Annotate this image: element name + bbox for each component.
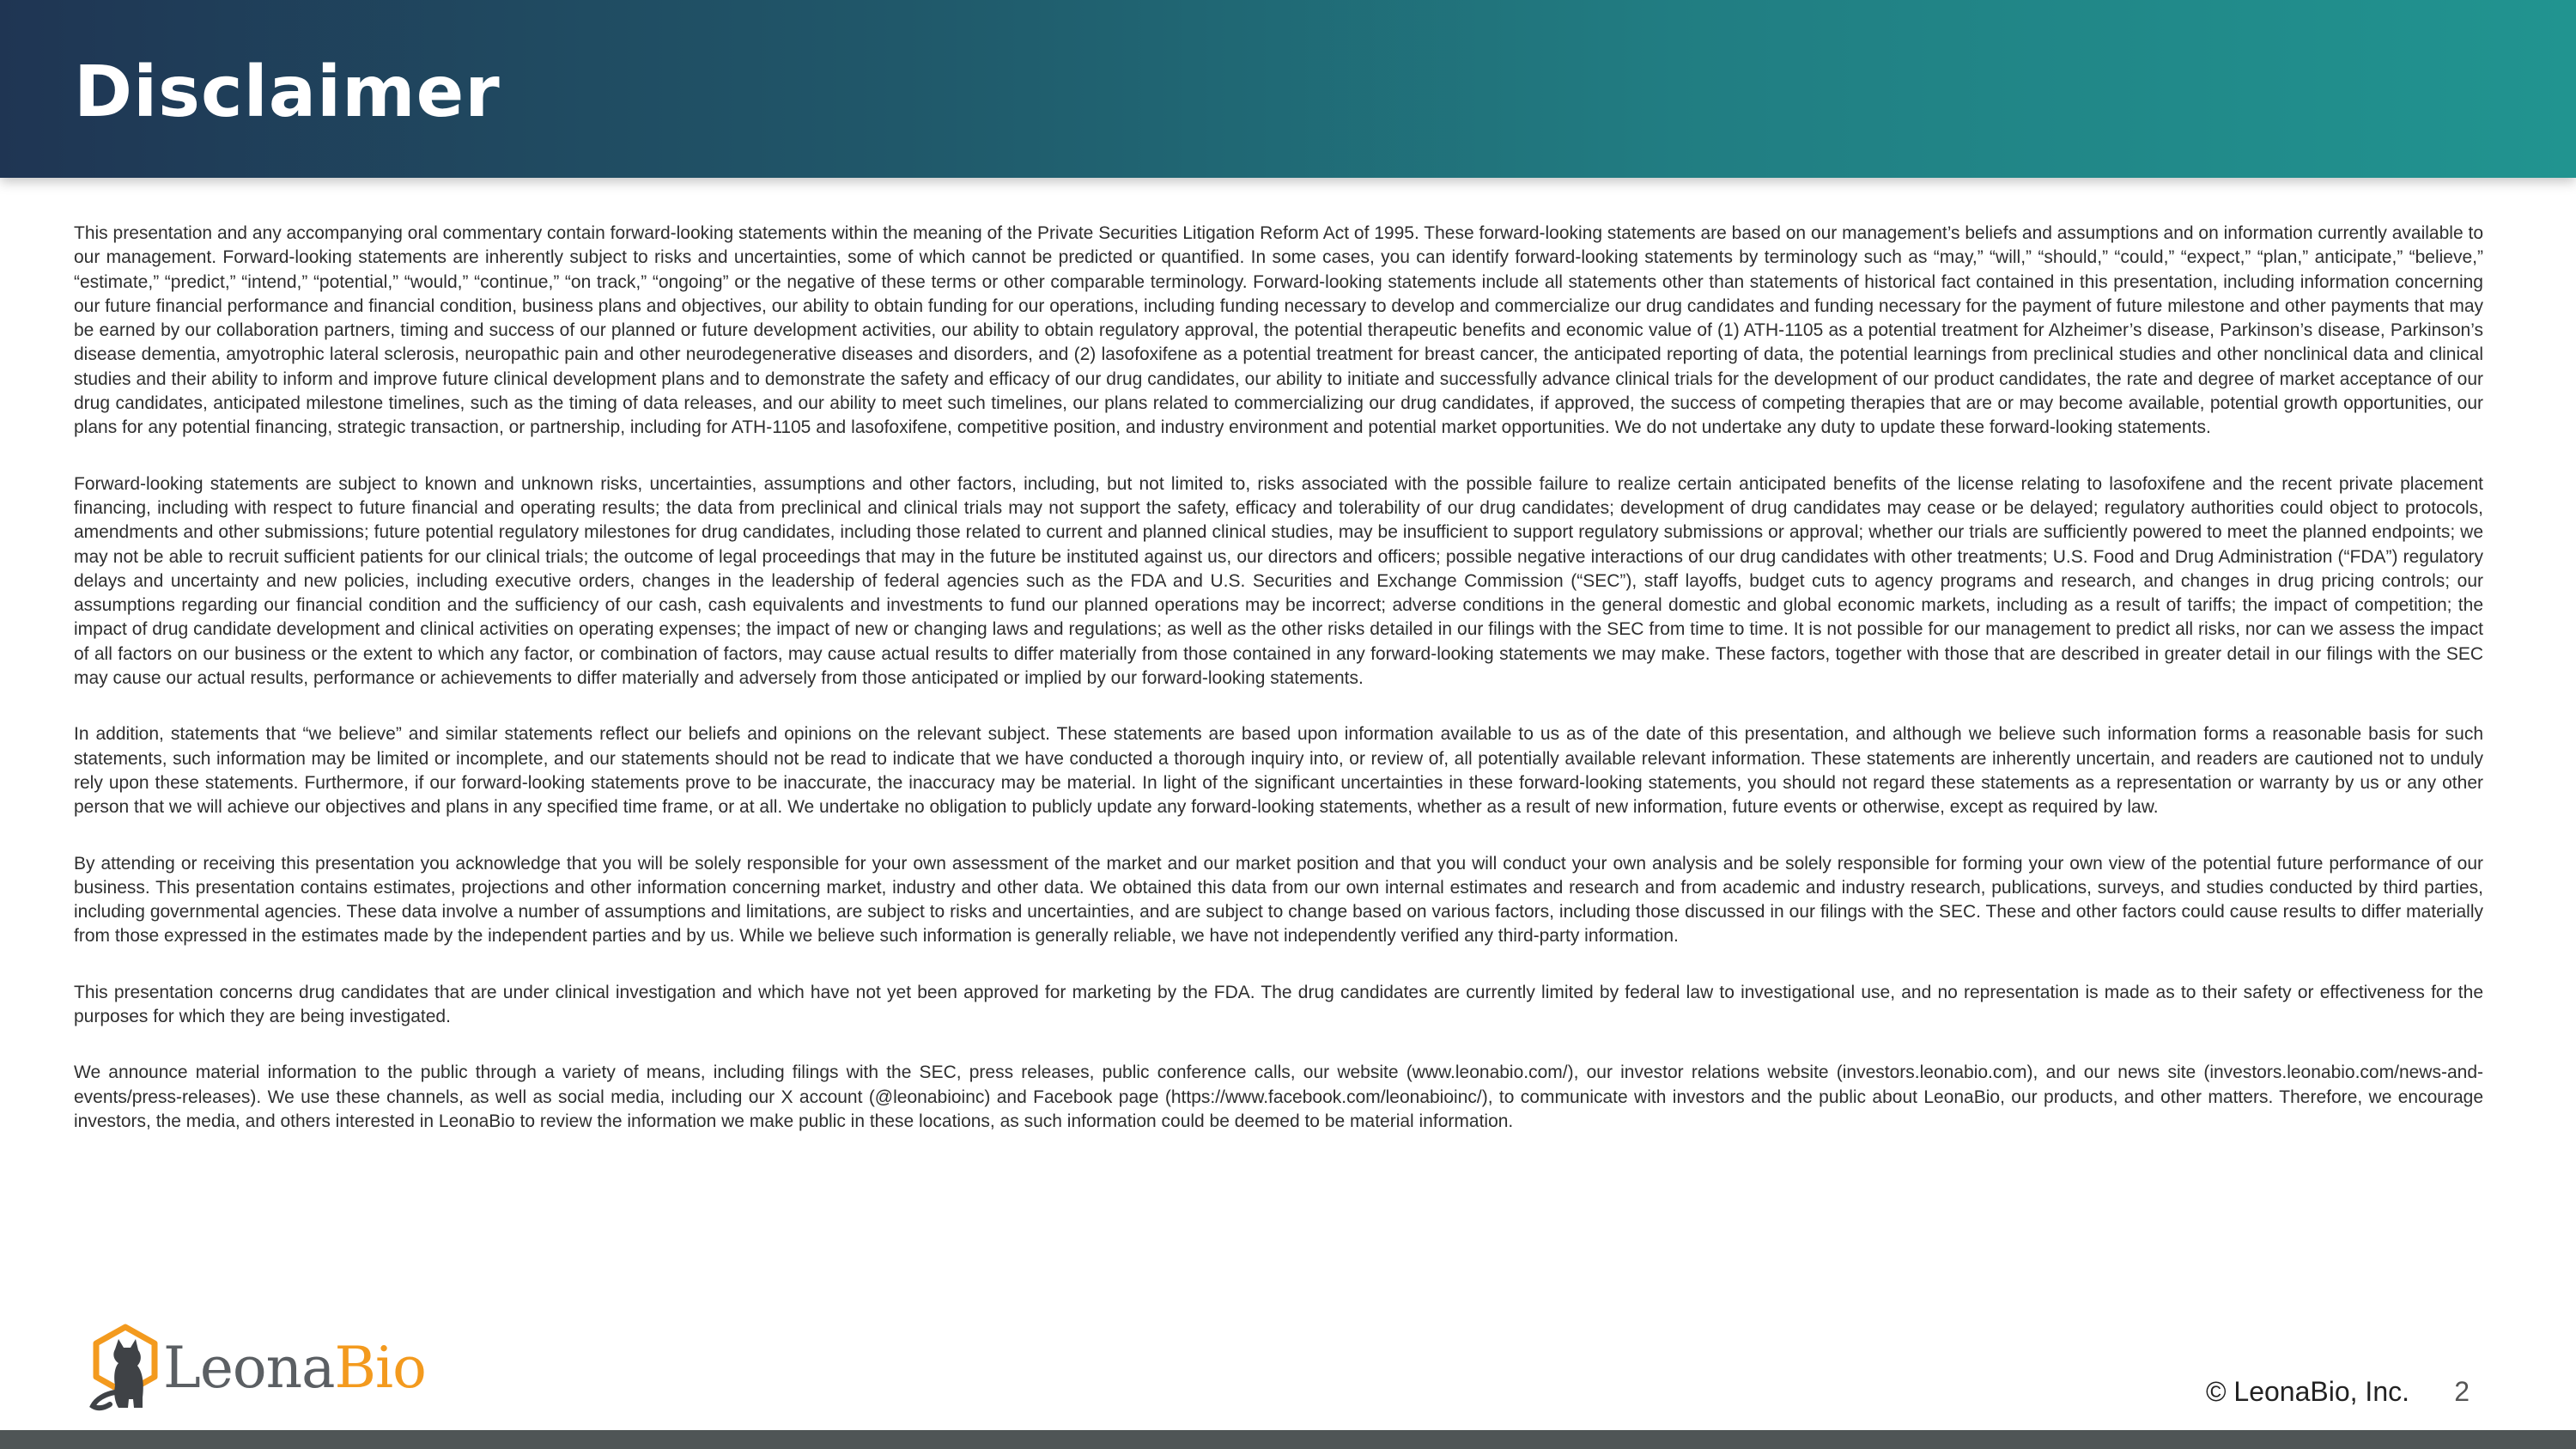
paragraph-forward-looking-statements: This presentation and any accompanying oral commentary contain forward-looking statements within the meaning of the Private Securities Litigation Reform Act of 1995. These forward-looking statements are based on our management’s beliefs and assumptions and on information currently available to our management. Forward-looking statements are inherently subject to risks and uncertainties, some of which cannot be predicted or quantified. In some cases, you can identify forward-looking statements by terminology such as “may,” “will,” “should,” “could,” “expect,” “plan,” anticipate,” “believe,” “estimate,” “predict,” “intend,” “potential,” “would,” “continue,” “on track,” “ongoing” or the negative of these terms or other comparable terminology. Forward-looking statements include all statements other than statements of historical fact contained in this presentation, including information concerning our future financial performance and financial condition, business plans and objectives, our ability to obtain funding for our operations, including funding necessary to develop and commercialize our drug candidates and funding necessary for the payment of future milestone and other payments that may be earned by our collaboration partners, timing and success of our planned or future development activities, our ability to obtain regulatory approval, the potential therapeutic benefits and economic value of (1) ATH-1105 as a potential treatment for Alzheimer’s disease, Parkinson’s disease, Parkinson’s disease dementia, amyotrophic lateral sclerosis, neuropathic pain and other neurodegenerative diseases and disorders, and (2) lasofoxifene as a potential treatment for breast cancer, the anticipated reporting of data, the potential learnings from preclinical studies and other nonclinical data and clinical studies and their ability to inform and improve future clinical development plans and to demonstrate the safety and efficacy of our drug candidates, our ability to initiate and successfully advance clinical trials for the development of our product candidates, the rate and degree of market acceptance of our drug candidates, anticipated milestone timelines, such as the timing of data releases, and our ability to meet such timelines, our plans related to commercializing our drug candidates, if approved, the success of competing therapies that are or may become available, potential growth opportunities, our plans for any potential financing, strategic transaction, or partnership, including for ATH-1105 and lasofoxifene, competitive position, and industry environment and potential market opportunities. We do not undertake any duty to update these forward-looking statements.	[74, 223, 2483, 438]
paragraph-investigational-use: This presentation concerns drug candidates that are under clinical investigation and which have not yet been approved for marketing by the FDA. The drug candidates are currently limited by federal law to investigational use, and no representation is made as to their safety or effectiveness for the purposes for which they are being investigated.	[74, 982, 2483, 1027]
disclaimer-body	[74, 222, 2483, 1166]
paragraph-market-data: By attending or receiving this presentation you acknowledge that you will be solely responsible for your own assessment of the market and our market position and that you will conduct your own analysis and be solely responsible for forming your own view of the potential future performance of our business. This presentation contains estimates, projections and other information concerning market, industry and other data. We obtained this data from our own internal estimates and research and from academic and industry research, publications, surveys, and studies conducted by third parties, including governmental agencies. These data involve a number of assumptions and limitations, are subject to risks and uncertainties, and are subject to change based on various factors, including those discussed in our filings with the SEC. These and other factors could cause results to differ materially from those expressed in the estimates made by the independent parties and by us. While we believe such information is generally reliable, we have not independently verified any third-party information.	[74, 853, 2483, 947]
cat-in-hexagon-logo-icon	[81, 1324, 158, 1413]
logo-text-bio: Bio	[334, 1335, 426, 1401]
logo-text-leona: Leona	[163, 1335, 335, 1401]
paragraph-risk-factors: Forward-looking statements are subject to known and unknown risks, uncertainties, assumptions and other factors, including, but not limited to, risks associated with the possible failure to realize certain anticipated benefits of the license relating to lasofoxifene and the recent private placement financing, including with respect to future financial and operating results; the data from preclinical and clinical trials may not support the safety, efficacy and tolerability of our drug candidates; development of drug candidates may cease or be delayed; regulatory authorities could object to protocols, amendments and other submissions; future potential regulatory milestones for drug candidates, including those related to current and planned clinical studies, may be insufficient to support regulatory submissions or approval; whether our trials are sufficiently powered to meet the planned endpoints; we may not be able to recruit sufficient patients for our clinical trials; the outcome of legal proceedings that may in the future be instituted against us, our directors and officers; possible negative interactions of our drug candidates with other treatments; U.S. Food and Drug Administration (“FDA”) regulatory delays and uncertainty and new policies, including executive orders, changes in the leadership of federal agencies such as the FDA and U.S. Securities and Exchange Commission (“SEC”), staff layoffs, budget cuts to agency programs and research, and changes in drug pricing controls; our assumptions regarding our financial condition and the sufficiency of our cash, cash equivalents and investments to fund our planned operations may be incorrect; adverse conditions in the general domestic and global economic markets, including as a result of tariffs; the impact of competition; the impact of drug candidate development and clinical activities on operating expenses; the impact of new or changing laws and regulations; as well as the other risks detailed in our filings with the SEC from time to time. It is not possible for our management to predict all risks, nor can we assess the impact of all factors on our business or the extent to which any factor, or combination of factors, may cause actual results to differ materially from those contained in any forward-looking statements we may make. These factors, together with those that are described in greater detail in our filings with the SEC may cause our actual results, performance or achievements to differ materially and adversely from those anticipated or implied by our forward-looking statements.	[74, 473, 2483, 689]
bottom-bar	[0, 1430, 2576, 1449]
header-banner	[0, 0, 2576, 178]
company-logo	[81, 1321, 426, 1416]
paragraph-material-information: We announce material information to the public through a variety of means, including filings with the SEC, press releases, public conference calls, our website (www.leonabio.com/), our investor relations website (investors.leonabio.com), and our news site (investors.leonabio.com/news-and-events/press-releases). We use these channels, as well as social media, including our X account (@leonabioinc) and Facebook page (https://www.facebook.com/leonabioinc/), to communicate with investors and the public about LeonaBio, our products, and other matters. Therefore, we encourage investors, the media, and others interested in LeonaBio to review the information we make public in these locations, as such information could be deemed to be material information.	[74, 1062, 2483, 1131]
page-number: 2	[2454, 1376, 2470, 1407]
logo-wordmark	[163, 1334, 426, 1403]
paragraph-beliefs-statements: In addition, statements that “we believe” and similar statements reflect our beliefs and opinions on the relevant subject. These statements are based upon information available to us as of the date of this presentation, and although we believe such information forms a reasonable basis for such statements, such information may be limited or incomplete, and our statements should not be read to indicate that we have conducted a thorough inquiry into, or review of, all potentially available relevant information. These statements are inherently uncertain, and readers are cautioned not to unduly rely upon these statements. Furthermore, if our forward-looking statements prove to be inaccurate, the inaccuracy may be material. In light of the significant uncertainties in these forward-looking statements, you should not regard these statements as a representation or warranty by us or any other person that we will achieve our objectives and plans in any specified time frame, or at all. We undertake no obligation to publicly update any forward-looking statements, whether as a result of new information, future events or otherwise, except as required by law.	[74, 724, 2483, 818]
copyright-notice: © LeonaBio, Inc.	[2205, 1376, 2409, 1407]
page-title: Disclaimer	[74, 52, 501, 133]
